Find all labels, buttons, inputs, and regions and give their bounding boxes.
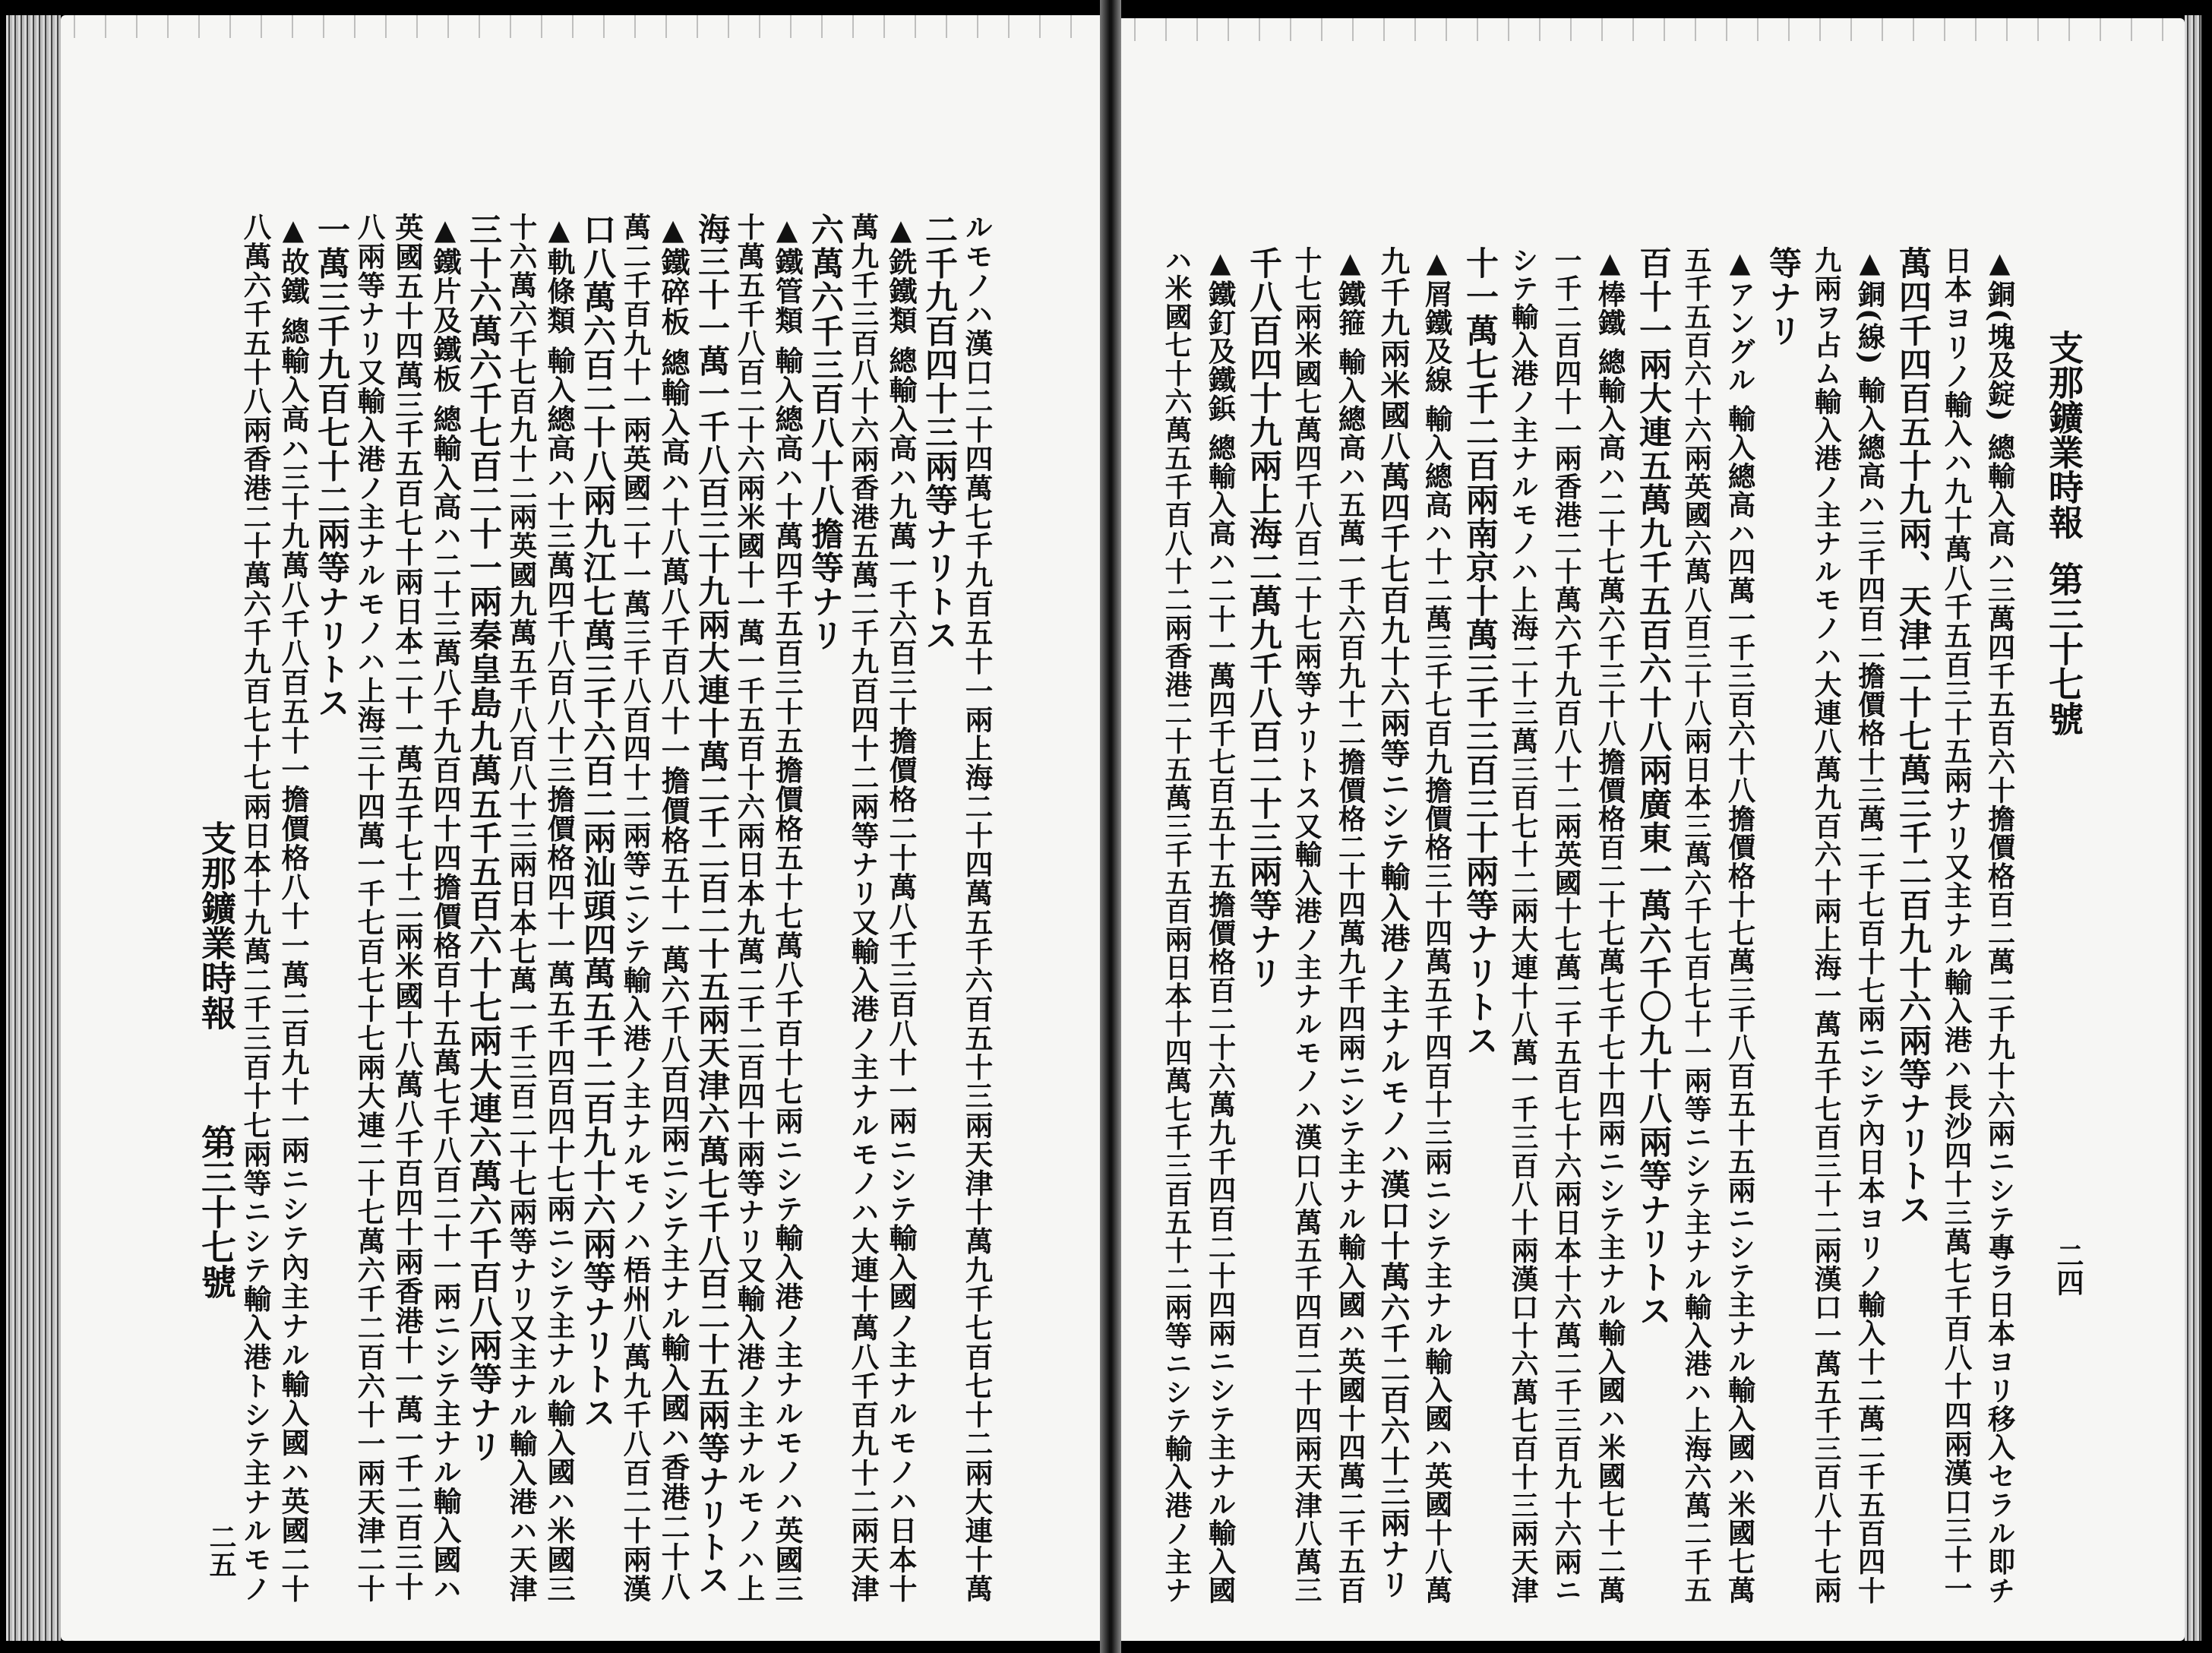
footer-issue: 第三十七號 <box>196 1124 237 1299</box>
text-column: 百十一兩大連五萬九千五百六十八兩廣東一萬六千〇九十八兩等ナリトス <box>1634 246 1672 1328</box>
text-column: ▲鐵管類 輸入總高ハ十萬四千五百三十五擔價格五十七萬八千百十七兩ニシテ輸入港ノ主ナルモノハ英國三 <box>770 213 804 1604</box>
text-column: 十萬五千八百二十六兩米國十一萬一千五百十六兩日本九萬二千二百四十兩等ナリ又輸入港ノ主ナルモノハ上 <box>733 213 766 1604</box>
text-column: 五千五百六十六兩英國六萬八百三十八兩日本三萬六千七百七十一兩等ニシテ主ナル輸入港ハ上海六萬二千五 <box>1680 246 1712 1604</box>
text-column: 八萬六千五十八兩香港二十萬六千九百七十七兩日本十九萬二千三百十七兩等ニシテ輸入港トシテ主ナルモノ <box>239 213 272 1604</box>
book-gutter <box>1100 0 1121 1653</box>
left-page <box>61 15 1100 1641</box>
page-top-speckle <box>1121 18 2185 41</box>
text-column: 一萬三千九百七十二兩等ナリトス <box>312 213 350 720</box>
text-column: 三十六萬六千七百二十一兩秦皇島九萬五千五百六十七兩大連六萬六千百八兩等ナリ <box>464 213 502 1464</box>
text-column: 十七兩米國七萬四千八百二十七兩等ナリトス又輸入港ノ主ナルモノハ漢口八萬五千四百二十四兩天津八萬三 <box>1291 246 1322 1604</box>
text-column: 萬九千三百八十六兩香港五萬二千九百四十二兩等ナリ又輸入港ノ主ナルモノハ大連十萬八千百九十二兩天津 <box>847 213 880 1604</box>
text-column: ▲棒鐵 總輸入高ハ二十七萬六千三十八擔價格百二十七萬七千七十四兩ニシテ主ナル輸入國ハ米國七十二萬 <box>1594 246 1626 1605</box>
text-column: 海三十一萬一千八百三十九兩大連十萬二千二百二十五兩天津六萬七千八百二十五兩等ナリトス <box>693 213 730 1597</box>
header-title: 支那鑛業時報 <box>2043 330 2084 539</box>
text-column: 萬二千百九十一兩英國二十一萬三千八百四十二兩等ニシテ輸入港ノ主ナルモノハ梧州八萬九千八百二十兩漢 <box>619 213 652 1604</box>
text-column: ▲アングル 輸入總高ハ四萬一千三百六十八擔價格十七萬三千八百五十五兩ニシテ主ナル輸入國ハ米國七萬 <box>1724 246 1756 1605</box>
text-column: シテ輸入港ノ主ナルモノハ上海二十三萬三百七十二兩大連十八萬一千三百八十兩漢口十六萬七百十三兩天津 <box>1507 246 1539 1604</box>
book-page-edges-right <box>2185 15 2201 1641</box>
text-column: 等ナリ <box>1764 246 1802 348</box>
text-column: 九兩ヲ占ム輸入港ノ主ナルモノハ大連八萬九百六十兩上海一萬五千七百三十二兩漢口一萬五千三百八十七兩 <box>1810 246 1842 1604</box>
text-column: ルモノハ漢口二十四萬七千九百五十一兩上海二十四萬五千六百五十三兩天津十萬九千七百七十二兩大連十萬 <box>961 213 994 1604</box>
text-column: 八兩等ナリ又輸入港ノ主ナルモノハ上海三十四萬一千七百七十七兩大連二十七萬六千二百六十一兩天津二十 <box>353 213 386 1604</box>
page-number: 二五 <box>205 1523 237 1578</box>
text-column: ▲屑鐵及線 輸入總高ハ十二萬三千七百九擔價格三十四萬五千四百十三兩ニシテ主ナル輸入國ハ英國十八萬 <box>1420 246 1453 1605</box>
text-column: 千八百四十九兩上海二萬九千八百二十三兩等ナリ <box>1244 246 1282 990</box>
text-column: 日本ヨリノ輸入ハ九十萬八千五百三十五兩ナリ又主ナル輸入港ハ長沙四十三萬七千百八十四兩漢口三十一 <box>1940 246 1973 1603</box>
book-page-edges <box>6 15 61 1641</box>
text-column: ▲鐵碎板 總輸入高ハ十八萬八千百八十一擔價格五十一萬六千八百四兩ニシテ主ナル輸入國ハ香港二十八 <box>656 213 690 1602</box>
text-column: 十一萬七千二百兩南京十萬三千三百三十兩等ナリトス <box>1461 246 1499 1057</box>
text-column: ▲銅(線) 輸入總高ハ三千四百二擔價格十三萬二千七百十七兩ニシテ內日本ヨリノ輸入十二萬二千五百四十 <box>1853 246 1886 1605</box>
text-column: 口八萬六百二十八兩九江七萬三千六百二兩汕頭四萬五千二百九十六兩等ナリトス <box>578 213 616 1430</box>
text-column: 十六萬六千七百九十二兩英國九萬五千八百八十三兩日本七萬一千三百二十七兩等ナリ又主ナル輸入港ハ天津 <box>505 213 538 1604</box>
text-column: ▲鐵釘及鐵鋲 總輸入高ハ二十一萬四千七百五十五擔價格百二十六萬九千四百二十四兩ニシテ主ナル輸入國 <box>1204 246 1237 1605</box>
text-column: ▲銅(塊及錠) 總輸入高ハ三萬四千五百六十擔價格百二萬二千九十六兩ニシテ專ラ日本ヨリ移入セラル即チ <box>1983 246 2016 1605</box>
text-column: 一千二百四十一兩香港二十萬六千九百八十二兩英國十七萬二千五百七十六兩日本十六萬二千三百九十六兩ニ <box>1550 246 1582 1604</box>
text-column: 二千九百四十三兩等ナリトス <box>920 213 958 653</box>
header-issue: 第三十七號 <box>2043 561 2084 736</box>
text-column: 萬四千四百五十九兩、天津二十七萬三千二百九十六兩等ナリトス <box>1894 246 1932 1227</box>
page-number: 二四 <box>2052 1241 2084 1296</box>
text-column: 六萬六千三百八十八擔等ナリ <box>806 213 844 653</box>
text-column: ハ米國七十六萬五千百八十二兩香港二十五萬三千五百兩日本十四萬七千三百五十二兩等ニシテ輸入港ノ主ナ <box>1161 246 1193 1604</box>
text-column: 英國五十四萬三千五百七十兩日本二十一萬五千七十二兩米國十八萬八千百四十兩香港十一萬一千二百三十 <box>390 213 424 1602</box>
right-page <box>1121 18 2185 1641</box>
text-column: ▲故鐵 總輸入高ハ三十九萬八千八百五十一擔價格八十一萬二百九十一兩ニシテ內主ナル輸入國ハ英國二十 <box>276 213 310 1604</box>
text-column: 九千九兩米國八萬四千七百九十六兩等ニシテ輸入港ノ主ナルモノハ漢口十萬六千二百六十三兩ナリ <box>1376 246 1411 1600</box>
text-column: ▲軌條類 輸入總高ハ十三萬四千八百八十三擔價格四十一萬五千四百四十七兩ニシテ主ナル輸入國ハ米國三 <box>542 213 576 1604</box>
text-column: ▲銑鐵類 總輸入高ハ九萬一千六百三十擔價格二十萬八千三百八十一兩ニシテ輸入國ノ主ナルモノハ日本十 <box>884 213 918 1604</box>
page-top-speckle <box>61 15 1100 38</box>
footer-title: 支那鑛業時報 <box>196 820 237 1030</box>
text-column: ▲鐵箍 輸入總高ハ五萬一千六百九十二擔價格二十四萬九千四兩ニシテ主ナル輸入國ハ英國十四萬二千五百 <box>1334 246 1367 1605</box>
text-column: ▲鐵片及鐵板 總輸入高ハ二十三萬八千九百四十四擔價格百十五萬七千八百二十一兩ニシテ主ナル輸入國ハ <box>428 213 462 1604</box>
